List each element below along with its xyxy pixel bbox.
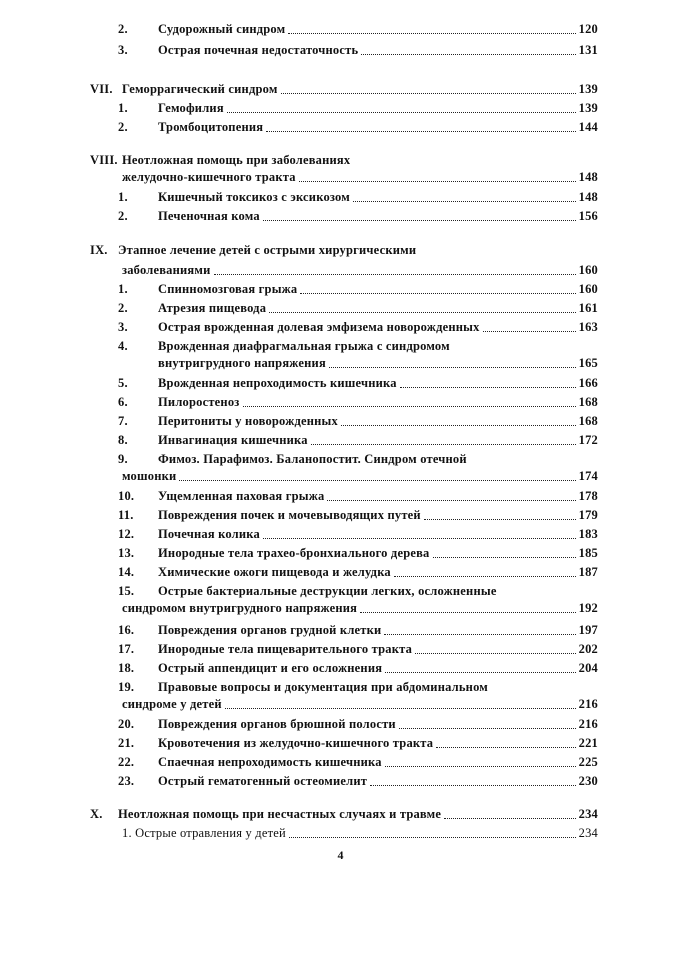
toc-entry-number: 2. xyxy=(118,22,128,36)
toc-entry-number: 20. xyxy=(118,717,135,731)
toc-entry-title: Печеночная кома xyxy=(158,209,260,223)
toc-entry-title: синдромом внутригрудного напряжения xyxy=(122,601,358,615)
toc-entry-page: 168 xyxy=(578,395,598,409)
toc-entry-title: Почечная колика xyxy=(158,527,260,541)
leader-dots xyxy=(300,292,575,294)
toc-entry-number: 15. xyxy=(118,584,135,598)
toc-entry-number: 8. xyxy=(118,433,128,447)
toc-entry-page: 139 xyxy=(578,82,598,96)
toc-entry-page: 183 xyxy=(578,527,598,541)
toc-entry-number: 22. xyxy=(118,755,135,769)
leader-dots xyxy=(329,366,576,368)
toc-entry-title: Острый аппендицит и его осложнения xyxy=(158,661,383,675)
leader-dots xyxy=(281,92,576,94)
toc-entry-page: 202 xyxy=(578,642,598,656)
leader-dots xyxy=(385,765,576,767)
toc-entry-title: Врожденная непроходимость кишечника xyxy=(158,376,397,390)
leader-dots xyxy=(266,130,575,132)
leader-dots xyxy=(370,784,576,786)
toc-entry xyxy=(118,317,598,337)
toc-section-number: X. xyxy=(90,807,103,821)
toc-section-heading-cont xyxy=(122,260,598,280)
toc-entry xyxy=(118,486,598,506)
leader-dots xyxy=(385,671,575,673)
toc-entry xyxy=(118,658,598,678)
leader-dots xyxy=(483,330,576,332)
toc-entry-page: 185 xyxy=(578,546,598,560)
toc-section-title: Этапное лечение детей с острыми хирургическими xyxy=(118,243,417,257)
toc-entry xyxy=(118,117,598,137)
toc-entry-title: Пилоростеноз xyxy=(158,395,240,409)
toc-entry-cont xyxy=(122,694,598,714)
leader-dots xyxy=(394,575,576,577)
leader-dots xyxy=(227,111,576,113)
toc-entry xyxy=(118,771,598,791)
toc-entry-page: 216 xyxy=(578,697,598,711)
toc-entry-page: 179 xyxy=(578,508,598,522)
toc-entry-number: 3. xyxy=(118,43,128,57)
toc-entry-page: 230 xyxy=(578,774,598,788)
toc-entry-page: 234 xyxy=(578,826,598,840)
toc-entry-title: Кровотечения из желудочно-кишечного тракта xyxy=(158,736,434,750)
toc-entry xyxy=(118,206,598,226)
toc-entry-page: 163 xyxy=(578,320,598,334)
toc-entry-number: 23. xyxy=(118,774,135,788)
toc-entry-title: Повреждения органов брюшной полости xyxy=(158,717,396,731)
leader-dots xyxy=(225,707,576,709)
toc-entry xyxy=(118,298,598,318)
toc-entry xyxy=(118,187,598,207)
toc-entry-cont xyxy=(122,598,598,618)
toc-entry-page: 216 xyxy=(578,717,598,731)
toc-entry xyxy=(118,752,598,772)
toc-entry-number: 9. xyxy=(118,452,128,466)
toc-entry-title: Химические ожоги пищевода и желудка xyxy=(158,565,391,579)
leader-dots xyxy=(433,556,576,558)
toc-entry-title: Инородные тела пищеварительного тракта xyxy=(158,642,413,656)
toc-section-number: VII. xyxy=(90,82,113,96)
toc-section-heading-cont xyxy=(122,167,598,187)
toc-entry-page: 148 xyxy=(578,170,598,184)
leader-dots xyxy=(214,273,576,275)
toc-entry xyxy=(118,524,598,544)
toc-entry-page: 156 xyxy=(578,209,598,223)
toc-entry xyxy=(118,373,598,393)
toc-entry-page: 225 xyxy=(578,755,598,769)
toc-entry xyxy=(118,543,598,563)
toc-entry-page: 192 xyxy=(578,601,598,615)
leader-dots xyxy=(288,32,575,34)
leader-dots xyxy=(269,311,575,313)
leader-dots xyxy=(263,537,576,539)
toc-entry-page: 161 xyxy=(578,301,598,315)
toc-entry-page: 131 xyxy=(578,43,598,57)
toc-entry xyxy=(118,40,598,60)
toc-entry-page: 221 xyxy=(578,736,598,750)
toc-entry-title: мошонки xyxy=(122,469,177,483)
toc-entry xyxy=(118,19,598,39)
leader-dots xyxy=(399,727,576,729)
toc-entry-page: 187 xyxy=(578,565,598,579)
toc-entry-number: 13. xyxy=(118,546,135,560)
toc-entry xyxy=(118,430,598,450)
toc-section-title: желудочно-кишечного тракта xyxy=(122,170,296,184)
leader-dots xyxy=(424,518,576,520)
toc-entry-number: 16. xyxy=(118,623,135,637)
toc-entry-title: Инвагинация кишечника xyxy=(158,433,308,447)
leader-dots xyxy=(436,746,575,748)
toc-section-heading xyxy=(90,79,598,99)
toc-entry-number: 1. xyxy=(118,101,128,115)
leader-dots xyxy=(311,443,576,445)
toc-entry-page: 172 xyxy=(578,433,598,447)
toc-entry-number: 19. xyxy=(118,680,135,694)
toc-entry-title: Инородные тела трахео-бронхиального дерева xyxy=(158,546,430,560)
toc-entry-number: 14. xyxy=(118,565,135,579)
leader-dots xyxy=(243,405,576,407)
toc-entry-title: Ущемленная паховая грыжа xyxy=(158,489,325,503)
toc-entry xyxy=(118,505,598,525)
toc-entry-title: Кишечный токсикоз с эксикозом xyxy=(158,190,350,204)
toc-entry-title: 1. Острые отравления у детей xyxy=(122,826,286,840)
toc-entry-page: 178 xyxy=(578,489,598,503)
toc-entry-title: Острый гематогенный остеомиелит xyxy=(158,774,368,788)
toc-entry-title: Острая почечная недостаточность xyxy=(158,43,359,57)
toc-entry-title: внутригрудного напряжения xyxy=(158,356,326,370)
leader-dots xyxy=(384,633,575,635)
toc-entry-title: Фимоз. Парафимоз. Баланопостит. Синдром отечной xyxy=(158,452,467,466)
toc-section-number: VIII. xyxy=(90,153,118,167)
leader-dots xyxy=(179,479,575,481)
toc-entry xyxy=(118,411,598,431)
leader-dots xyxy=(360,611,575,613)
toc-entry-number: 5. xyxy=(118,376,128,390)
page-number: 4 xyxy=(337,848,344,862)
toc-entry-number: 1. xyxy=(118,190,128,204)
toc-entry-title: Правовые вопросы и документация при абдоминальном xyxy=(158,680,489,694)
toc-entry-title: Перитониты у новорожденных xyxy=(158,414,338,428)
toc-entry-title: Спинномозговая грыжа xyxy=(158,282,298,296)
toc-entry-title: Повреждения органов грудной клетки xyxy=(158,623,382,637)
toc-entry-number: 7. xyxy=(118,414,128,428)
toc-entry-number: 2. xyxy=(118,301,128,315)
toc-entry-page: 204 xyxy=(578,661,598,675)
leader-dots xyxy=(299,180,576,182)
toc-entry xyxy=(122,823,598,843)
toc-section-title: заболеваниями xyxy=(122,263,211,277)
toc-entry-title: Острые бактериальные деструкции легких, осложненные xyxy=(158,584,497,598)
toc-entry-page: 148 xyxy=(578,190,598,204)
toc-entry-number: 2. xyxy=(118,120,128,134)
toc-section-heading xyxy=(90,804,598,824)
toc-entry-page: 120 xyxy=(578,22,598,36)
leader-dots xyxy=(400,386,576,388)
toc-entry xyxy=(118,733,598,753)
toc-entry-title: Судорожный синдром xyxy=(158,22,286,36)
leader-dots xyxy=(444,817,576,819)
toc-entry-title: Повреждения почек и мочевыводящих путей xyxy=(158,508,421,522)
toc-entry-title: Гемофилия xyxy=(158,101,224,115)
leader-dots xyxy=(361,53,575,55)
toc-entry xyxy=(118,392,598,412)
toc-section-title: Неотложная помощь при несчастных случаях и травме xyxy=(118,807,442,821)
toc-entry-number: 4. xyxy=(118,339,128,353)
toc-entry-page: 174 xyxy=(578,469,598,483)
toc-entry-page: 197 xyxy=(578,623,598,637)
toc-entry-title: синдроме у детей xyxy=(122,697,222,711)
toc-entry-cont xyxy=(158,353,598,373)
toc-entry-title: Тромбоцитопения xyxy=(158,120,264,134)
toc-entry-page: 166 xyxy=(578,376,598,390)
toc-entry-page: 234 xyxy=(578,807,598,821)
leader-dots xyxy=(289,836,576,838)
toc-entry xyxy=(118,562,598,582)
toc-entry-number: 12. xyxy=(118,527,135,541)
toc-entry-title: Спаечная непроходимость кишечника xyxy=(158,755,382,769)
toc-entry xyxy=(118,620,598,640)
toc-entry-number: 6. xyxy=(118,395,128,409)
toc-entry-title: Врожденная диафрагмальная грыжа с синдромом xyxy=(158,339,450,353)
toc-entry xyxy=(118,98,598,118)
leader-dots xyxy=(263,219,576,221)
toc-entry-page: 165 xyxy=(578,356,598,370)
toc-entry-page: 160 xyxy=(578,282,598,296)
toc-entry-page: 139 xyxy=(578,101,598,115)
toc-entry-title: Атрезия пищевода xyxy=(158,301,267,315)
toc-entry-number: 18. xyxy=(118,661,135,675)
toc-entry-number: 17. xyxy=(118,642,135,656)
toc-section-title: Неотложная помощь при заболеваниях xyxy=(122,153,351,167)
toc-entry-number: 3. xyxy=(118,320,128,334)
toc-entry-cont xyxy=(122,466,598,486)
leader-dots xyxy=(341,424,576,426)
toc-entry-number: 11. xyxy=(118,508,134,522)
toc-entry-number: 10. xyxy=(118,489,135,503)
toc-section-title: Геморрагический синдром xyxy=(122,82,278,96)
toc-entry-number: 1. xyxy=(118,282,128,296)
toc-entry-page: 144 xyxy=(578,120,598,134)
toc-entry-number: 21. xyxy=(118,736,135,750)
toc-entry xyxy=(118,639,598,659)
leader-dots xyxy=(353,200,576,202)
toc-section-number: IX. xyxy=(90,243,108,257)
leader-dots xyxy=(415,652,576,654)
toc-entry xyxy=(118,714,598,734)
toc-entry-title: Острая врожденная долевая эмфизема новорожденных xyxy=(158,320,480,334)
toc-entry-number: 2. xyxy=(118,209,128,223)
toc-entry xyxy=(118,279,598,299)
toc-section-heading xyxy=(90,240,598,260)
toc-entry-page: 160 xyxy=(578,263,598,277)
toc-entry-page: 168 xyxy=(578,414,598,428)
leader-dots xyxy=(327,499,575,501)
